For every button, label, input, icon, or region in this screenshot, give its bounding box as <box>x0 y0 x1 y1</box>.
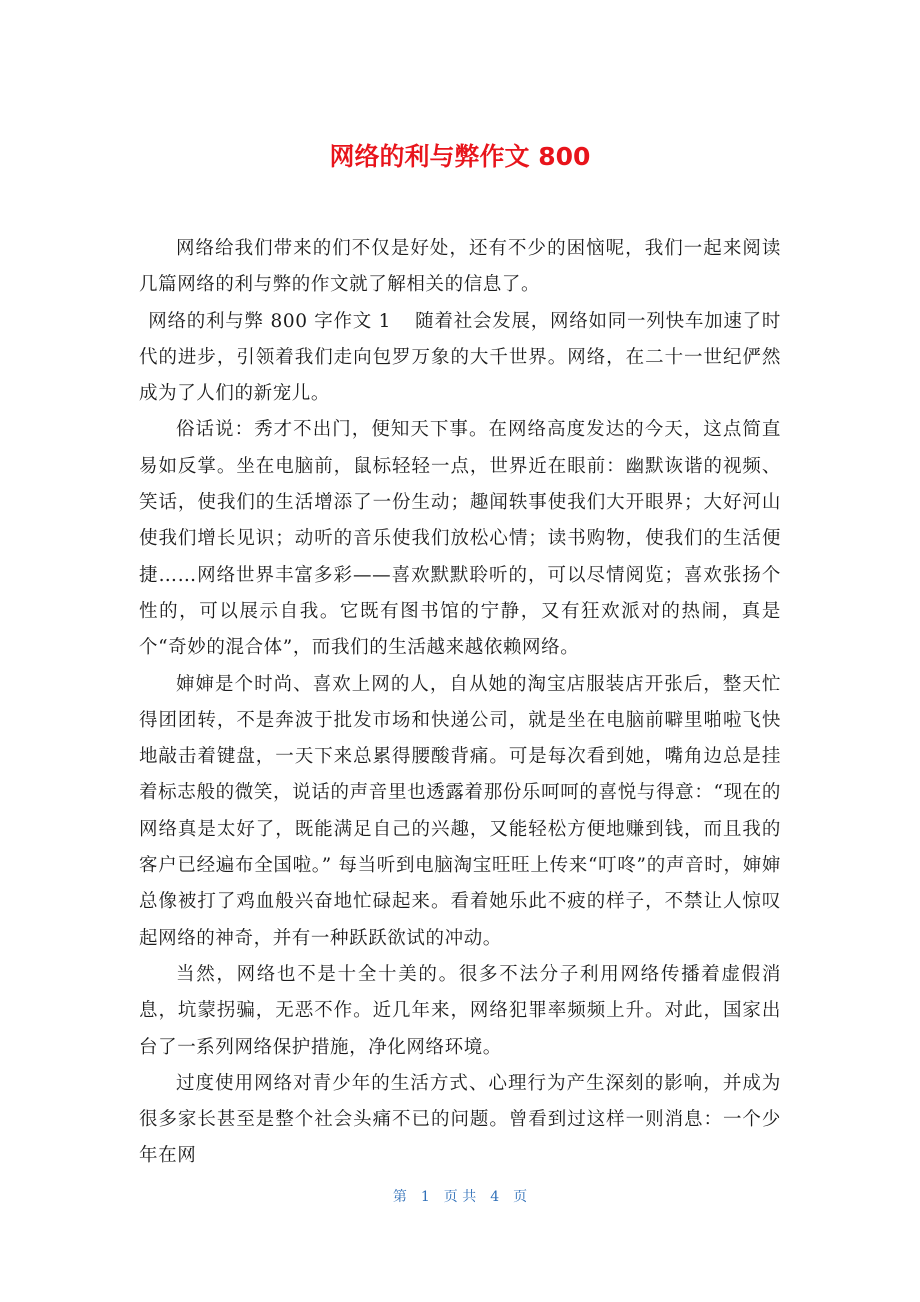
section-text: 随着社会发展，网络如同一列快车加速了时代的进步，引领着我们走向包罗万象的大千世界。网络，在二十一世纪俨然成为了人们的新宠儿。 <box>139 310 781 405</box>
footer-prefix: 第 <box>392 1189 407 1205</box>
document-body <box>139 231 781 1175</box>
body-paragraph: 婶婶是个时尚、喜欢上网的人，自从她的淘宝店服装店开张后，整天忙得团团转，不是奔波于批发市场和快递公司，就是坐在电脑前噼里啪啦飞快地敲击着键盘，一天下来总累得腰酸背痛。可是每次看到她，嘴角边总是挂着标志般的微笑，说话的声音里也透露着那份乐呵呵的喜悦与得意：“现在的网络真是太好了，既能满足自己的兴趣，又能轻松方便地赚到钱，而且我的客户已经遍布全国啦。” 每当听到电脑淘宝旺旺上传来“叮咚”的声音时，婶婶总像被打了鸡血般兴奋地忙碌起来。看着她乐此不疲的样子，不禁让人惊叹起网络的神奇，并有一种跃跃欲试的冲动。 <box>139 673 781 949</box>
section-heading: 网络的利与弊 800 字作文 1 <box>148 310 392 332</box>
body-paragraph: 俗话说：秀才不出门，便知天下事。在网络高度发达的今天，这点简直易如反掌。坐在电脑前，鼠标轻轻一点，世界近在眼前：幽默诙谐的视频、笑话，使我们的生活增添了一份生动；趣闻轶事使我们大开眼界；大好河山使我们增长见识；动听的音乐使我们放松心情；读书购物，使我们的生活便捷……网络世界丰富多彩——喜欢默默聆听的，可以尽情阅览；喜欢张扬个性的，可以展示自我。它既有图书馆的宁静，又有狂欢派对的热闹，真是个“奇妙的混合体”，而我们的生活越来越依赖网络。 <box>139 419 781 659</box>
page-title: 网络的利与弊作文 800 <box>329 142 591 171</box>
footer-middle: 页 共 <box>443 1189 477 1205</box>
footer-current-page: 1 <box>420 1189 430 1205</box>
body-paragraph: 当然，网络也不是十全十美的。很多不法分子利用网络传播着虚假消息，坑蒙拐骗，无恶不作。近几年来，网络犯罪率频频上升。对此，国家出台了一系列网络保护措施，净化网络环境。 <box>139 963 781 1058</box>
intro-paragraph: 网络给我们带来的们不仅是好处，还有不少的困恼呢，我们一起来阅读几篇网络的利与弊的作文就了解相关的信息了。 <box>139 238 781 296</box>
page-footer <box>0 1186 920 1208</box>
footer-total-pages: 4 <box>490 1189 500 1205</box>
body-paragraph: 过度使用网络对青少年的生活方式、心理行为产生深刻的影响，并成为很多家长甚至是整个社会头痛不已的问题。曾看到过这样一则消息：一个少年在网 <box>139 1072 781 1167</box>
section-paragraph <box>139 304 781 413</box>
footer-suffix: 页 <box>513 1189 528 1205</box>
